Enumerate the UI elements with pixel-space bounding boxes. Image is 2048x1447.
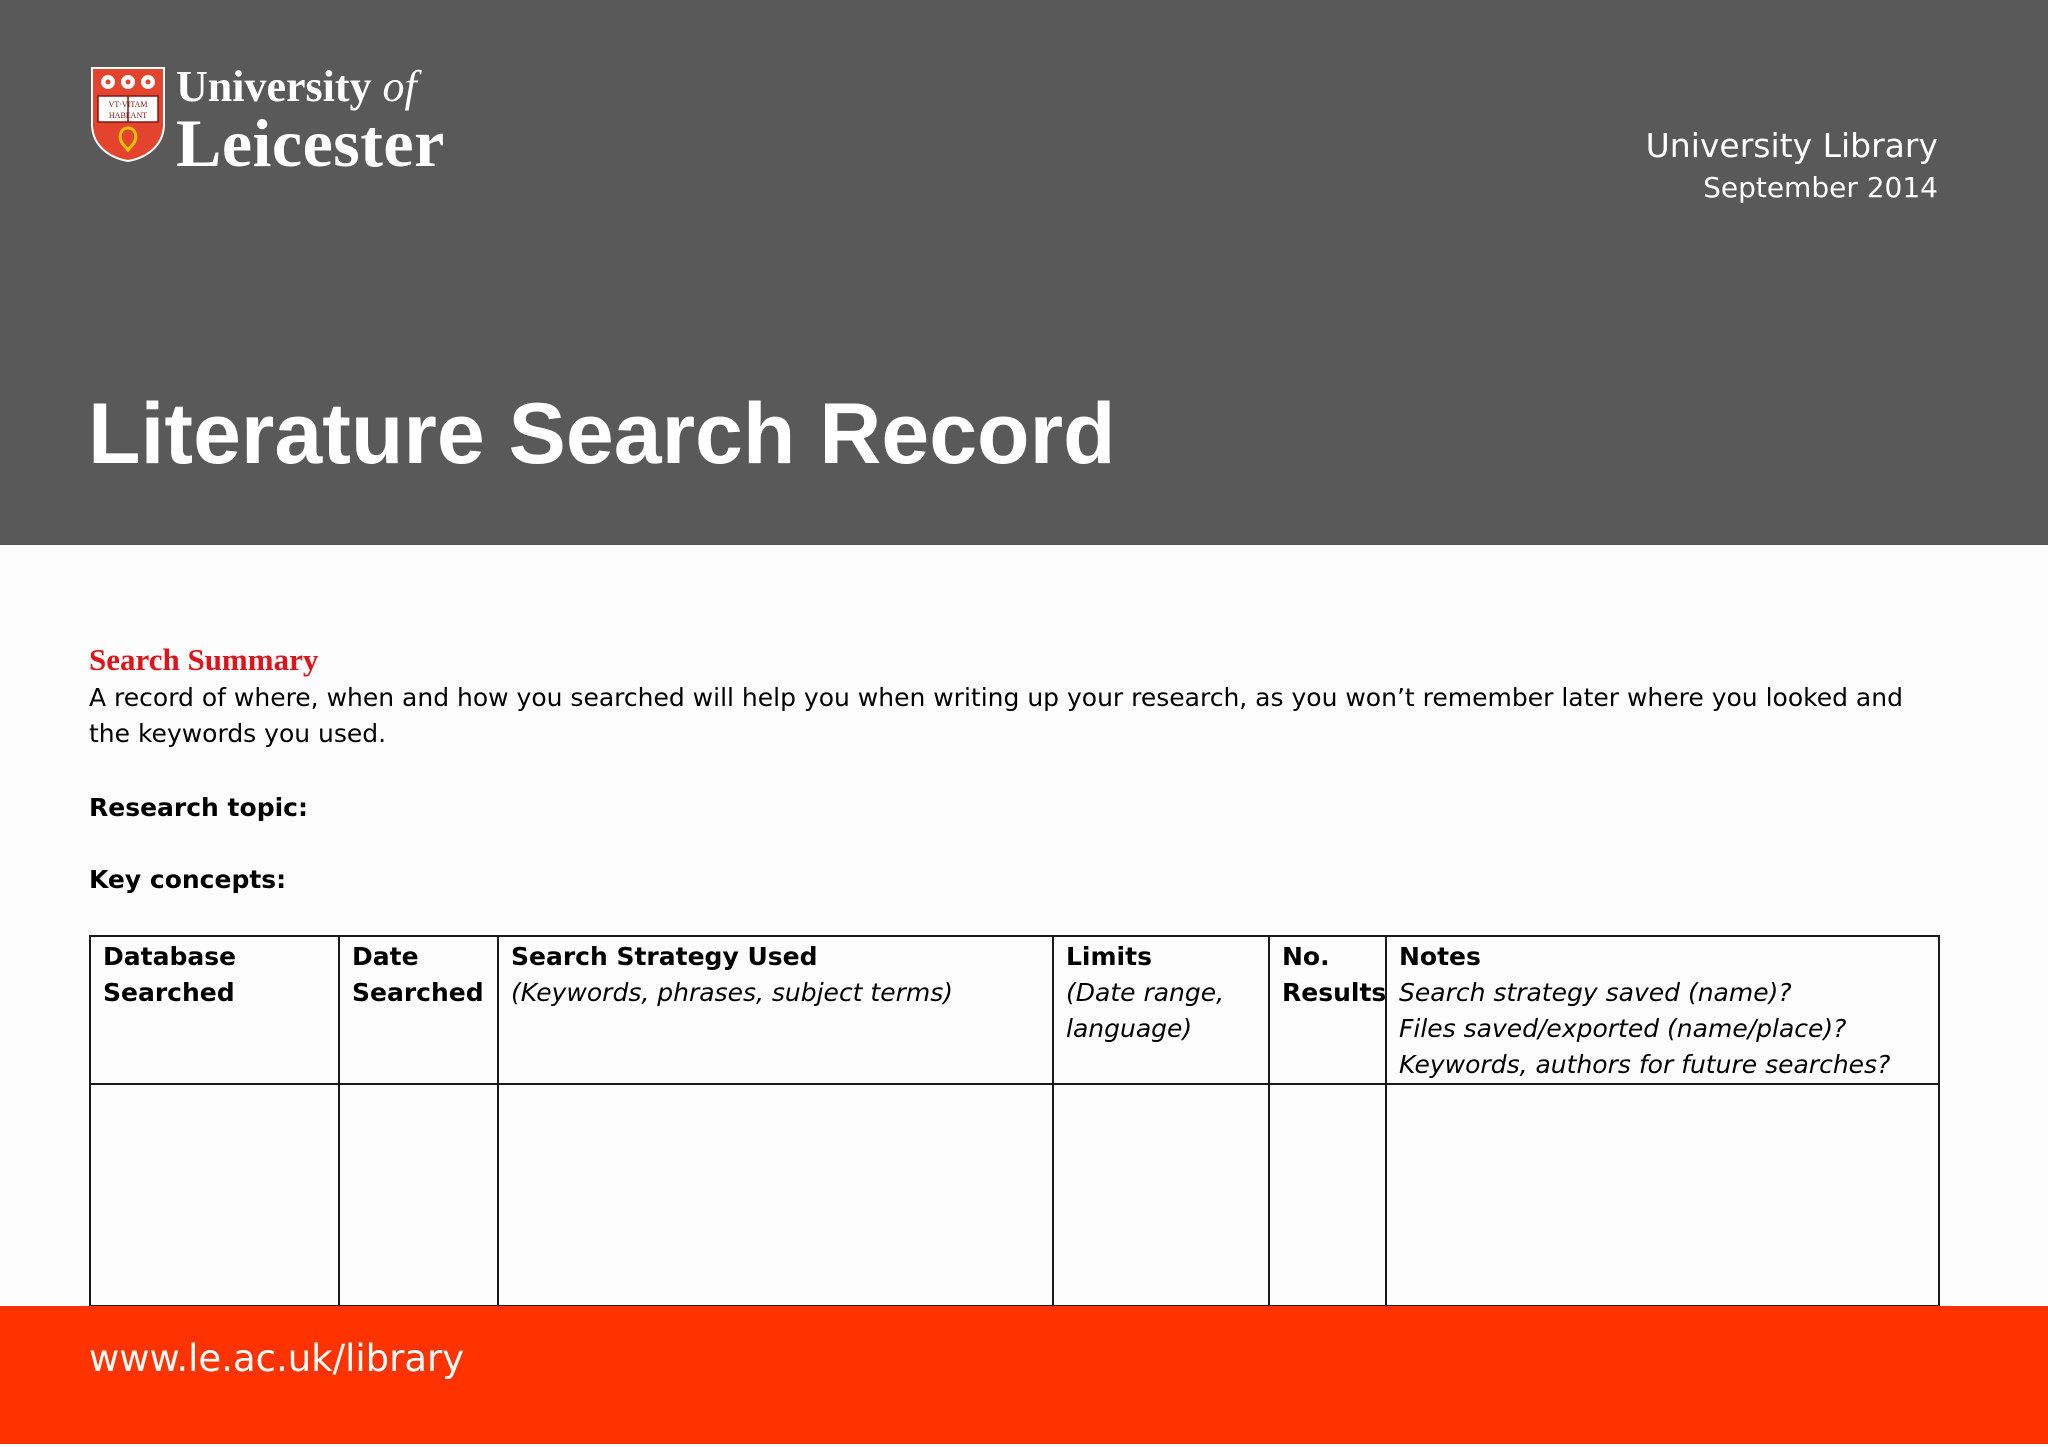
table-cell-limits[interactable] <box>1053 1084 1269 1306</box>
wordmark-university: University <box>176 62 372 111</box>
department-name: University Library <box>1645 126 1938 165</box>
column-title: Limits <box>1066 942 1152 971</box>
column-subtitle: Keywords, authors for future searches? <box>1399 1050 1891 1079</box>
column-subtitle: Files saved/exported (name/place)? <box>1399 1014 1847 1043</box>
section-heading: Search Summary <box>89 642 319 677</box>
column-title: Notes <box>1399 942 1481 971</box>
library-website-link[interactable]: www.le.ac.uk/library <box>89 1337 465 1380</box>
svg-text:HABEANT: HABEANT <box>108 111 148 120</box>
column-subtitle: (Date range, <box>1066 978 1225 1007</box>
page-title: Literature Search Record <box>88 386 1116 482</box>
column-title: Searched <box>103 978 235 1007</box>
wordmark-of: of <box>382 62 417 111</box>
research-topic-label: Research topic: <box>89 793 308 822</box>
column-header-results <box>1269 936 1386 1084</box>
key-concepts-label: Key concepts: <box>89 865 287 894</box>
search-summary-section <box>89 640 1939 894</box>
table-cell-date[interactable] <box>339 1084 498 1306</box>
table-cell-database[interactable] <box>90 1084 339 1306</box>
column-subtitle: language) <box>1066 1014 1193 1043</box>
column-subtitle: Search strategy saved (name)? <box>1399 978 1792 1007</box>
column-header-database <box>90 936 339 1084</box>
wordmark-leicester: Leicester <box>176 105 445 181</box>
column-header-limits <box>1053 936 1269 1084</box>
header-banner <box>0 0 2048 545</box>
table-cell-strategy[interactable] <box>498 1084 1053 1306</box>
search-record-table <box>89 935 1940 1307</box>
column-title: Search Strategy Used <box>511 942 818 971</box>
university-crest-icon <box>90 66 166 162</box>
column-title: No. <box>1282 942 1330 971</box>
svg-text:VT·VITAM: VT·VITAM <box>108 100 148 109</box>
table-row <box>90 1084 1939 1306</box>
footer-banner <box>0 1306 2048 1444</box>
column-title: Database <box>103 942 237 971</box>
university-logo[interactable] <box>90 62 490 181</box>
department-block <box>1646 124 1938 208</box>
column-header-date <box>339 936 498 1084</box>
table-cell-results[interactable] <box>1269 1084 1386 1306</box>
publication-date: September 2014 <box>1703 171 1938 204</box>
university-wordmark <box>176 62 445 181</box>
column-subtitle: (Keywords, phrases, subject terms) <box>511 978 954 1007</box>
column-title: Results <box>1282 978 1387 1007</box>
table-cell-notes[interactable] <box>1386 1084 1939 1306</box>
column-title: Date <box>352 942 419 971</box>
column-header-strategy <box>498 936 1053 1084</box>
intro-paragraph: A record of where, when and how you searched will help you when writing up your research, as you won’t remember later where you looked and the keywords you used. <box>89 683 1903 748</box>
table-header-row <box>90 936 1939 1084</box>
column-title: Searched <box>352 978 484 1007</box>
column-header-notes <box>1386 936 1939 1084</box>
